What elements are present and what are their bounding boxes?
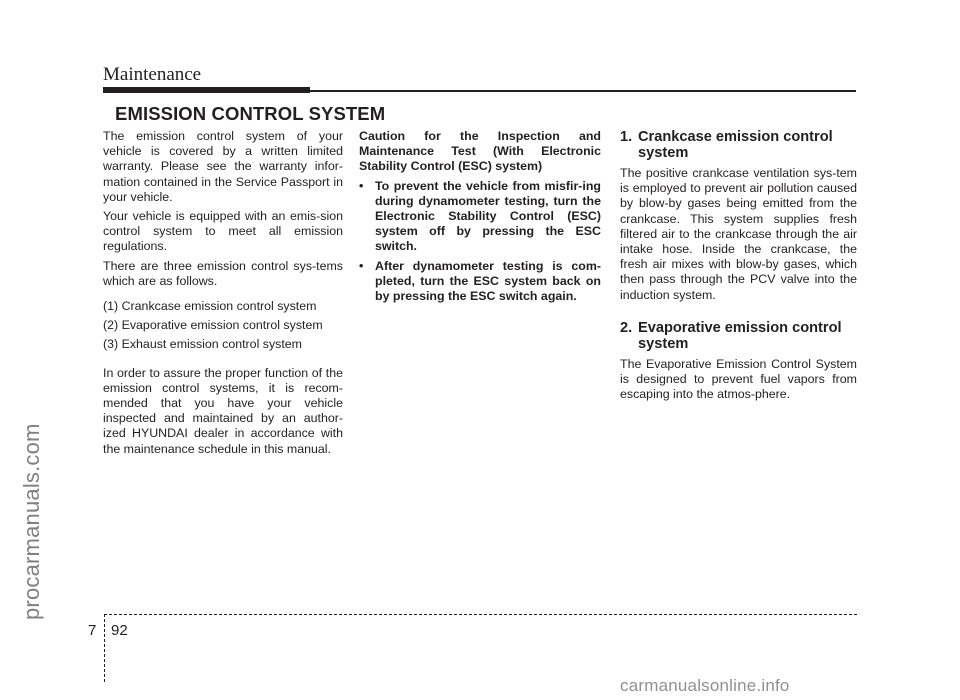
- caution-bullet-text: To prevent the vehicle from misfir-ing during dynamometer testing, turn the Electronic Stability Control (ESC) system off by pressing the ESC switch.: [375, 178, 601, 254]
- warranty-paragraph: The emission control system of your vehicle is covered by a written limited warranty. Please see the warranty infor-mation contained in the Service Passport in your vehicle.: [103, 129, 343, 204]
- column-middle: [359, 129, 601, 304]
- column-left: [103, 129, 343, 457]
- side-watermark: procarmanuals.com: [19, 423, 44, 620]
- evaporative-paragraph: The Evaporative Emission Control System is designed to prevent fuel vapors from escaping into the atmos-phere.: [620, 356, 857, 402]
- bullet-icon: •: [359, 178, 364, 193]
- evaporative-heading: [620, 320, 857, 352]
- section-title: EMISSION CONTROL SYSTEM: [115, 103, 386, 124]
- header-bar: [103, 87, 310, 93]
- evaporative-heading-number: 2.: [620, 319, 633, 336]
- column-right: [620, 129, 857, 402]
- footer-divider: [104, 614, 105, 682]
- evaporative-heading-text: Evaporative emission control system: [638, 319, 842, 352]
- chapter-number: 7: [88, 622, 97, 639]
- systems-list-item: (1) Crankcase emission control system: [103, 299, 317, 314]
- systems-intro-paragraph: There are three emission control sys-tems which are as follows.: [103, 258, 343, 288]
- systems-list-item: (3) Exhaust emission control system: [103, 337, 303, 352]
- systems-list-item: (2) Evaporative emission control system: [103, 318, 323, 333]
- crankcase-heading-text: Crankcase emission control system: [638, 129, 833, 161]
- header-rule: [310, 90, 856, 92]
- footer-rule: [104, 614, 857, 615]
- caution-bullet: [359, 259, 601, 305]
- crankcase-heading: [620, 129, 857, 161]
- equipment-paragraph: Your vehicle is equipped with an emis-sion control system to meet all emission regulations.: [103, 209, 343, 254]
- page-number: 92: [111, 622, 128, 639]
- dealer-paragraph: In order to assure the proper function of the emission control systems, it is recom-mended that you have your vehicle inspected and maintained by an author-ized HYUNDAI dealer in accordance with the maintenance schedule in this manual.: [103, 365, 343, 456]
- crankcase-heading-number: 1.: [620, 129, 633, 145]
- caution-title: Caution for the Inspection and Maintenance Test (With Electronic Stability Control (ESC) system): [359, 129, 601, 174]
- crankcase-paragraph: The positive crankcase ventilation sys-tem is employed to prevent air pollution caused by blow-by gases being emitted from the crankcase. This system supplies fresh filtered air to the crankcase through the air intake hose. Inside the crankcase, the fresh air mixes with blow-by gases, which then pass through the PCV valve into the induction system.: [620, 166, 857, 302]
- caution-bullet-text: After dynamometer testing is com-pleted, turn the ESC system back on by pressing the ESC switch again.: [375, 258, 601, 304]
- header-section-title: Maintenance: [103, 64, 202, 85]
- bottom-watermark: carmanualsonline.info: [620, 676, 790, 695]
- caution-bullet: [359, 179, 601, 255]
- bullet-icon: •: [359, 258, 364, 273]
